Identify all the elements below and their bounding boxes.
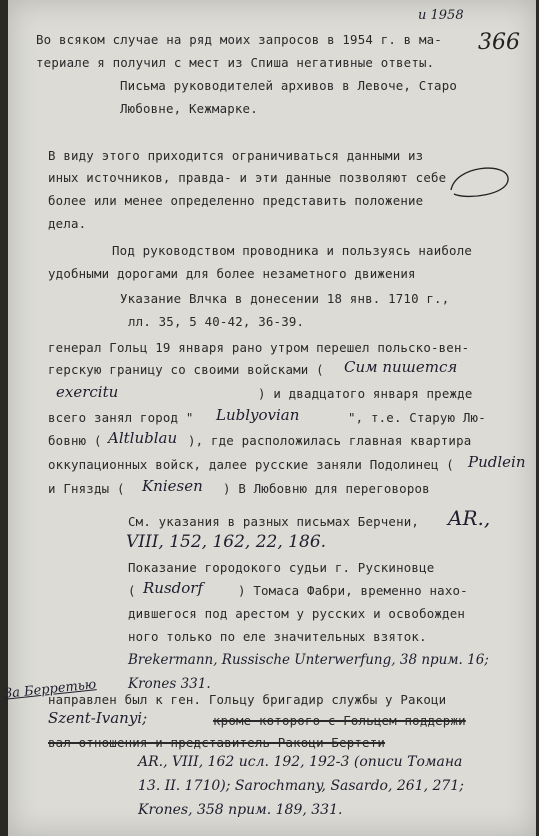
typed-line: оккупационных войск, далее русские заняли Подолинец ( bbox=[48, 457, 454, 472]
struck-line: вал отношения и представитель Ракоци Бертети bbox=[48, 735, 386, 750]
typed-line: ного только по еле значительных взяток. bbox=[128, 629, 427, 644]
typed-line: герскую границу со своими войсками ( bbox=[48, 362, 324, 377]
typed-line: бовню ( bbox=[48, 433, 102, 448]
typed-line: генерал Гольц 19 января рано утром перешел польско-вен- bbox=[48, 340, 470, 355]
struck-line: кроме которого с Гольцем поддержи bbox=[213, 713, 466, 728]
typed-line: Во всяком случае на ряд моих запросов в 1954 г. в ма- bbox=[36, 32, 442, 47]
typed-line: Под руководством проводника и пользуясь наиболе bbox=[112, 243, 473, 258]
typed-line: дившегося под арестом у русских и освобожден bbox=[128, 606, 466, 621]
margin-note-left: За Берретью bbox=[3, 677, 97, 702]
typed-line: ), где расположилась главная квартира bbox=[188, 433, 472, 448]
circle-mark bbox=[446, 160, 516, 210]
typed-line: В виду этого приходится ограничиваться данными из bbox=[48, 148, 424, 163]
page-number: 366 bbox=[478, 30, 520, 55]
typed-line: направлен был к ген. Гольцу бригадир службы у Ракоци bbox=[48, 692, 447, 707]
typed-line: Письма руководителей архивов в Левоче, Старо bbox=[120, 78, 458, 93]
typed-line: иных источников, правда- и эти данные позволяют себе bbox=[48, 170, 447, 185]
typed-line: ) В Любовню для переговоров bbox=[223, 481, 430, 496]
typed-line: териале я получил с мест из Спиша негативные ответы. bbox=[36, 55, 435, 70]
handwritten-note: Brekermann, Russische Unterwerfung, 38 прим. 16; Krones 331. bbox=[128, 652, 489, 692]
typed-line: ", т.е. Старую Лю- bbox=[348, 410, 486, 425]
typed-line: лл. 35, 5 40-42, 36-39. bbox=[128, 314, 305, 329]
handwritten-note: AR., VIII, 162 исл. 192, 192-3 (описи Томана bbox=[138, 754, 463, 770]
handwritten-note: Altlublau bbox=[108, 429, 178, 447]
handwritten-note: Pudlein bbox=[468, 453, 526, 471]
typed-line: дела. bbox=[48, 216, 87, 231]
typed-line: ) Томаса Фабри, временно нахо- bbox=[238, 583, 468, 598]
handwritten-note: Сим пишется bbox=[344, 358, 458, 376]
typed-line: ) и двадцатого января прежде bbox=[258, 386, 473, 401]
typed-line: всего занял город " bbox=[48, 410, 194, 425]
handwritten-note: Kniesen bbox=[142, 477, 203, 495]
typed-line: Показание городокого судьи г. Рускиновце bbox=[128, 560, 435, 575]
document-page bbox=[3, 0, 536, 836]
typed-line: более или менее определенно представить положение bbox=[48, 193, 424, 208]
handwritten-note: Szent-Ivanyi; bbox=[48, 709, 148, 727]
typed-line: ( bbox=[128, 583, 136, 598]
typed-line: удобными дорогами для более незаметного движения bbox=[48, 266, 416, 281]
typed-line: Любовне, Кежмарке. bbox=[120, 101, 258, 116]
handwritten-note: 13. II. 1710); Sarochmany, Sasardo, 261, 271; bbox=[138, 778, 464, 794]
margin-note-top: и 1958 bbox=[418, 8, 464, 23]
handwritten-note: exercitu bbox=[56, 383, 119, 401]
typed-line: Указание Влчка в донесении 18 янв. 1710 г., bbox=[120, 291, 450, 306]
handwritten-note: AR., bbox=[448, 506, 491, 530]
typed-line: и Гнязды ( bbox=[48, 481, 125, 496]
typed-line: См. указания в разных письмах Берчени, bbox=[128, 514, 420, 529]
handwritten-note: Rusdorf bbox=[143, 579, 204, 597]
handwritten-note: Krones, 358 прим. 189, 331. bbox=[138, 802, 343, 818]
handwritten-note: Lublyovian bbox=[216, 406, 300, 424]
handwritten-note: VIII, 152, 162, 22, 186. bbox=[126, 532, 327, 552]
